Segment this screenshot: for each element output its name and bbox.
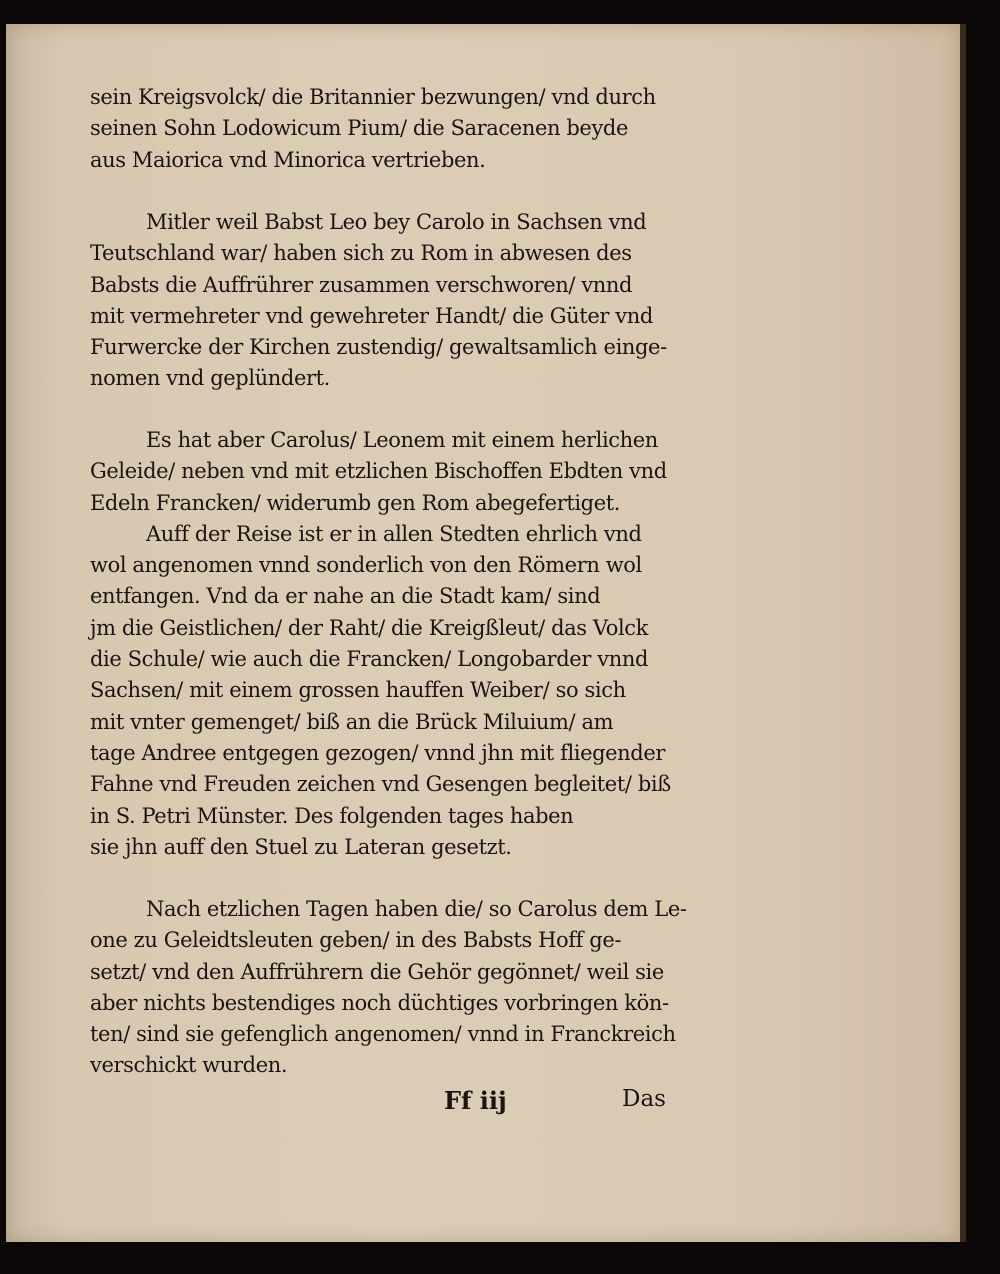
text-line: sie jhn auff den Stuel zu Lateran gesetzt. bbox=[90, 834, 512, 859]
signature-mark: Ff iij bbox=[444, 1086, 507, 1115]
text-line: ten/ sind sie gefenglich angenomen/ vnnd in Franckreich bbox=[90, 1022, 676, 1047]
text-line: die Schule/ wie auch die Francken/ Longobarder vnnd bbox=[90, 647, 649, 672]
text-line: aus Maiorica vnd Minorica vertrieben. bbox=[90, 147, 486, 172]
text-line: one zu Geleidtsleuten geben/ in des Babsts Hoff ge- bbox=[90, 928, 622, 953]
text-line: jm die Geistlichen/ der Raht/ die Kreigßleut/ das Volck bbox=[90, 615, 648, 640]
text-line: Babsts die Auffrührer zusammen verschworen/ vnnd bbox=[90, 272, 633, 297]
paragraph-4 bbox=[90, 894, 690, 1082]
text-line: nomen vnd geplündert. bbox=[90, 366, 330, 391]
text-line: tage Andree entgegen gezogen/ vnnd jhn mit fliegender bbox=[90, 740, 666, 765]
text-line: sein Kreigsvolck/ die Britannier bezwungen/ vnd durch bbox=[90, 85, 656, 109]
text-line: Teutschland war/ haben sich zu Rom in abwesen des bbox=[90, 241, 632, 266]
text-line: aber nichts bestendiges noch düchtiges vorbringen kön- bbox=[90, 990, 669, 1015]
text-line: Mitler weil Babst Leo bey Carolo in Sachsen vnd bbox=[146, 210, 647, 234]
text-line: setzt/ vnd den Auffrührern die Gehör gegönnet/ weil sie bbox=[90, 959, 664, 984]
text-line: wol angenomen vnnd sonderlich von den Römern wol bbox=[90, 553, 642, 578]
text-line: Geleide/ neben vnd mit etzlichen Bischoffen Ebdten vnd bbox=[90, 459, 667, 484]
text-line: Nach etzlichen Tagen haben die/ so Carolus dem Le- bbox=[146, 897, 687, 921]
text-line: mit vnter gemenget/ biß an die Brück Miluium/ am bbox=[90, 709, 614, 734]
text-line: Es hat aber Carolus/ Leonem mit einem herlichen bbox=[146, 428, 658, 452]
text-line: Fahne vnd Freuden zeichen vnd Gesengen begleitet/ biß bbox=[90, 772, 671, 797]
text-line: Furwercke der Kirchen zustendig/ gewaltsamlich einge- bbox=[90, 335, 667, 360]
paragraph-2 bbox=[90, 207, 690, 395]
text-line: entfangen. Vnd da er nahe an die Stadt kam/ sind bbox=[90, 584, 601, 609]
text-line: Auff der Reise ist er in allen Stedten ehrlich vnd bbox=[146, 521, 642, 546]
text-line: mit vermehreter vnd gewehreter Handt/ die Güter vnd bbox=[90, 303, 653, 328]
text-line: in S. Petri Münster. Des folgenden tages haben bbox=[90, 803, 574, 828]
paragraph-3 bbox=[90, 425, 690, 863]
text-line: seinen Sohn Lodowicum Pium/ die Saracenen beyde bbox=[90, 116, 628, 141]
text-line: verschickt wurden. bbox=[90, 1053, 288, 1078]
catchword: Das bbox=[622, 1086, 666, 1112]
paragraph-1 bbox=[90, 82, 690, 176]
text-line: Edeln Francken/ widerumb gen Rom abegefertiget. bbox=[90, 490, 621, 515]
text-line: Sachsen/ mit einem grossen hauffen Weiber/ so sich bbox=[90, 678, 626, 703]
page-edge bbox=[960, 24, 966, 1242]
